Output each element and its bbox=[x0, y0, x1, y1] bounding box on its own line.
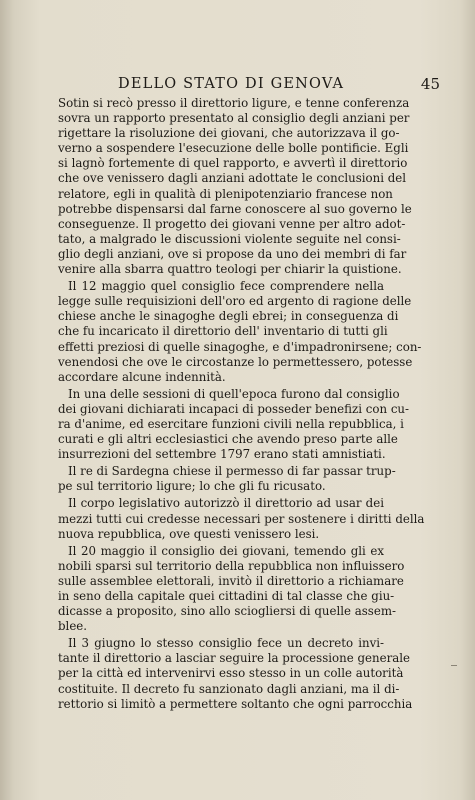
text-line: Sotin si recò presso il direttorio ligure, e tenne conferenza bbox=[58, 96, 410, 110]
text-line: chiese anche le sinagoghe degli ebrei; in conseguenza di bbox=[58, 309, 399, 324]
text-line: curati e gli altri ecclesiastici che avendo preso parte alle bbox=[58, 432, 398, 447]
text-line: dicasse a proposito, sino allo sciogliersi di quelle assem- bbox=[58, 604, 397, 619]
text-line: nuova repubblica, ove questi venissero lesi. bbox=[58, 526, 320, 541]
text-line: nobili sparsi sul territorio della repubblica non influissero bbox=[58, 558, 405, 573]
text-line: venendosi che ove le circostanze lo permettessero, potesse bbox=[58, 354, 413, 369]
text-line: ra d'anime, ed esercitare funzioni civili nella repubblica, i bbox=[58, 416, 404, 431]
text-line: blee. bbox=[58, 619, 88, 634]
text-line: rettorio si limitò a permettere soltanto che ogni parrocchia bbox=[58, 696, 413, 711]
text-line: tante il direttorio a lasciar seguire la processione generale bbox=[58, 651, 410, 666]
paragraph bbox=[58, 496, 425, 541]
paragraph bbox=[58, 386, 410, 462]
page-header bbox=[58, 76, 450, 96]
paragraph bbox=[58, 636, 413, 711]
body-text bbox=[58, 96, 425, 714]
text-line: effetti preziosi di quelle sinagoghe, e d'impadronirsene; con- bbox=[58, 339, 422, 354]
text-line: si lagnò fortemente di quel rapporto, e avvertì il direttorio bbox=[58, 156, 408, 171]
text-line: potrebbe dispensarsi dal farne conoscere al suo governo le bbox=[58, 201, 412, 216]
text-line: glio degli anziani, ove si propose da uno dei membri di far bbox=[58, 246, 407, 261]
text-line: Il 20 maggio il consiglio dei giovani, temendo gli ex bbox=[68, 543, 384, 558]
text-line: mezzi tutti cui credesse necessari per sostenere i diritti della bbox=[58, 511, 425, 526]
text-line: legge sulle requisizioni dell'oro ed argento di ragione delle bbox=[58, 294, 412, 309]
text-line: Il 3 giugno lo stesso consiglio fece un decreto invi- bbox=[68, 636, 384, 651]
margin-mark bbox=[451, 665, 457, 666]
paragraph bbox=[58, 543, 405, 635]
text-line: che fu incaricato il direttorio dell' inventario di tutti gli bbox=[58, 324, 388, 339]
page-number: 45 bbox=[420, 75, 440, 93]
text-line: venire alla sbarra quattro teologi per chiarir la quistione. bbox=[58, 262, 402, 277]
text-line: che ove venissero dagli anziani adottate le conclusioni del bbox=[58, 171, 407, 186]
text-line: sovra un rapporto presentato al consiglio degli anziani per bbox=[58, 111, 410, 126]
running-title: DELLO STATO DI GENOVA bbox=[118, 76, 345, 92]
text-line: in seno della capitale quei cittadini di tal classe che giu- bbox=[58, 589, 395, 603]
text-line: Il corpo legislativo autorizzò il direttorio ad usar dei bbox=[68, 496, 384, 511]
text-line: rigettare la risoluzione dei giovani, che autorizzava il go- bbox=[58, 126, 400, 141]
text-line: sulle assemblee elettorali, invitò il direttorio a richiamare bbox=[58, 573, 404, 588]
text-line: dei giovani dichiarati incapaci di posseder benefizi con cu- bbox=[58, 401, 410, 416]
text-line: costituite. Il decreto fu sanzionato dagli anziani, ma il di- bbox=[58, 681, 400, 696]
paragraph bbox=[58, 279, 422, 385]
text-line: In una delle sessioni di quell'epoca furono dal consiglio bbox=[68, 386, 400, 401]
text-line: Il 12 maggio quel consiglio fece comprendere nella bbox=[68, 279, 384, 294]
text-line: verno a sospendere l'esecuzione delle bolle pontificie. Egli bbox=[58, 141, 409, 156]
text-line: pe sul territorio ligure; lo che gli fu ricusato. bbox=[58, 479, 326, 494]
paragraph bbox=[58, 96, 412, 277]
text-line: Il re di Sardegna chiese il permesso di far passar trup- bbox=[68, 464, 396, 479]
text-line: accordare alcune indennità. bbox=[58, 369, 226, 384]
text-line: per la città ed intervenirvi esso stesso in un colle autorità bbox=[58, 666, 404, 681]
text-line: tato, a malgrado le discussioni violente seguite nel consi- bbox=[58, 231, 401, 246]
paragraph bbox=[58, 464, 396, 494]
text-line: conseguenze. Il progetto dei giovani venne per altro adot- bbox=[58, 216, 406, 231]
text-line: relatore, egli in qualità di plenipotenziario francese non bbox=[58, 186, 393, 201]
text-line: insurrezioni del settembre 1797 erano stati amnistiati. bbox=[58, 447, 386, 462]
